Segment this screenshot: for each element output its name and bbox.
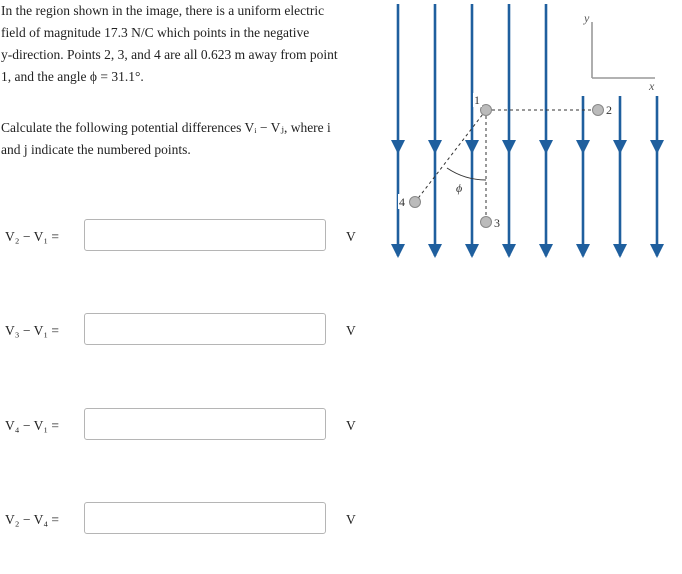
answer-row-v2-v4 — [0, 502, 380, 538]
answer-label-v4-v1: V₄ − V₁ = — [5, 418, 60, 433]
field-line — [502, 4, 516, 258]
answer-input-v3-v1[interactable] — [84, 313, 326, 345]
answer-label-v3-v1: V₃ − V₁ = — [5, 323, 60, 338]
point-4-marker — [410, 197, 421, 208]
answer-label-v2-v1: V₂ − V₁ = — [5, 229, 60, 244]
point-3-label: 3 — [494, 216, 500, 230]
statement-line-4: 1, and the angle ϕ = 31.1°. — [1, 69, 144, 84]
statement-line-3: y-direction. Points 2, 3, and 4 are all 0.623 m away from point — [1, 47, 338, 62]
axis-x-label: x — [649, 79, 655, 93]
field-line — [465, 4, 479, 258]
point-2-marker — [593, 105, 604, 116]
point-1-marker — [481, 105, 492, 116]
axis-y-label: y — [584, 11, 590, 25]
answer-unit-v2-v1: V — [346, 229, 356, 244]
answer-row-v3-v1 — [0, 313, 380, 349]
answer-row-v4-v1 — [0, 408, 380, 444]
point-4-label: 4 — [399, 195, 405, 209]
answer-unit-v4-v1: V — [346, 418, 356, 433]
answer-input-v4-v1[interactable] — [84, 408, 326, 440]
answer-row-v2-v1 — [0, 219, 380, 255]
field-line — [650, 96, 664, 258]
instruction-line-1: Calculate the following potential differences Vᵢ − Vⱼ, where i — [1, 120, 331, 135]
dashed-line-1-to-4 — [416, 110, 486, 201]
point-1-label: 1 — [474, 93, 480, 107]
instruction-line-2: and j indicate the numbered points. — [1, 142, 191, 157]
answer-input-v2-v1[interactable] — [84, 219, 326, 251]
answer-input-v2-v4[interactable] — [84, 502, 326, 534]
field-line — [613, 96, 627, 258]
angle-arc — [447, 168, 486, 180]
field-line — [576, 96, 590, 258]
answer-unit-v2-v4: V — [346, 512, 356, 527]
point-2-label: 2 — [606, 103, 612, 117]
statement-line-1: In the region shown in the image, there is a uniform electric — [1, 3, 325, 18]
answer-unit-v3-v1: V — [346, 323, 356, 338]
field-line — [391, 4, 405, 258]
statement-line-2: field of magnitude 17.3 N/C which points in the negative — [1, 25, 310, 40]
field-line — [428, 4, 442, 258]
electric-field-figure — [388, 0, 682, 265]
dashed-lines — [416, 110, 594, 218]
instruction — [1, 117, 371, 161]
answer-label-v2-v4: V₂ − V₄ = — [5, 512, 60, 527]
angle-label: ϕ — [456, 181, 463, 195]
field-line — [539, 4, 553, 258]
point-3-marker — [481, 217, 492, 228]
problem-statement — [1, 0, 376, 88]
